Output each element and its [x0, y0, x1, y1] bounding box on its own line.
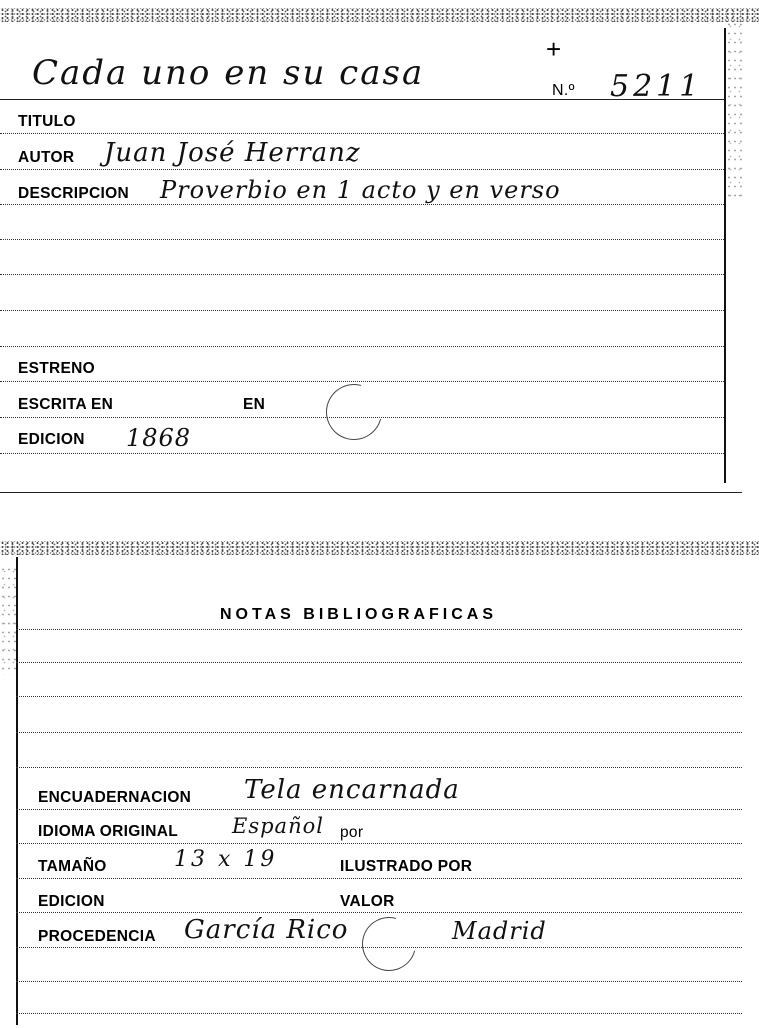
- notes-line-2: [16, 696, 742, 697]
- tamano-line: [16, 878, 742, 879]
- top-card-edge-texture: [0, 8, 759, 22]
- heading-line: [16, 629, 742, 630]
- top-card-bottom-edge: [0, 492, 742, 493]
- titulo-label: TITULO: [18, 113, 76, 130]
- descripcion-value: Proverbio en 1 acto y en verso: [160, 176, 561, 204]
- final-line-2: [16, 1013, 742, 1014]
- notas-bibliograficas-heading: NOTAS BIBLIOGRAFICAS: [220, 606, 498, 623]
- descripcion-label: DESCRIPCION: [18, 185, 129, 202]
- encuadernacion-label: ENCUADERNACION: [38, 789, 192, 806]
- estreno-label: ESTRENO: [18, 360, 96, 377]
- catalog-card-bottom: [0, 535, 759, 1028]
- final-line-1: [16, 981, 742, 982]
- number-label: N.º: [552, 82, 575, 99]
- notes-line-3: [16, 732, 742, 733]
- idioma-line: [16, 843, 742, 844]
- title-underline: [0, 99, 724, 100]
- left-edge-texture: [0, 565, 16, 675]
- number-value: 5211: [610, 69, 703, 104]
- blank-line-1: [0, 239, 724, 240]
- punch-hole-circle: [316, 374, 392, 450]
- escrita-en-label: ESCRITA EN: [18, 396, 114, 413]
- cross-mark: +: [546, 34, 562, 64]
- valor-label: VALOR: [340, 893, 395, 910]
- catalog-card-top: [0, 0, 759, 495]
- encuadernacion-line: [16, 809, 742, 810]
- bottom-edicion-line: [16, 912, 742, 913]
- idioma-value: Español: [232, 814, 324, 838]
- bottom-card-edge-texture: [0, 541, 759, 555]
- right-edge-texture: [726, 20, 742, 200]
- idioma-label: IDIOMA ORIGINAL: [38, 823, 178, 840]
- title-handwritten: Cada uno en su casa: [32, 53, 425, 93]
- tamano-label: TAMAÑO: [38, 858, 107, 875]
- top-card-right-border: [724, 28, 726, 483]
- blank-line-4: [0, 346, 724, 347]
- blank-line-2: [0, 274, 724, 275]
- por-label: por: [340, 824, 364, 841]
- blank-line-3: [0, 310, 724, 311]
- encuadernacion-value: Tela encarnada: [244, 775, 460, 805]
- bottom-edicion-label: EDICION: [38, 893, 105, 910]
- tamano-value: 13 x 19: [174, 847, 278, 872]
- edicion-line: [0, 453, 724, 454]
- edicion-label: EDICION: [18, 431, 85, 448]
- autor-label: AUTOR: [18, 149, 75, 166]
- titulo-line: [0, 133, 724, 134]
- edicion-value: 1868: [126, 424, 192, 452]
- bottom-punch-hole-circle: [352, 907, 426, 981]
- notes-line-4: [16, 767, 742, 768]
- autor-value: Juan José Herranz: [104, 138, 361, 168]
- notes-line-1: [16, 662, 742, 663]
- autor-line: [0, 169, 724, 170]
- procedencia-label: PROCEDENCIA: [38, 928, 156, 945]
- procedencia-city: Madrid: [452, 917, 547, 945]
- bottom-card-left-border: [16, 557, 18, 1025]
- estreno-line: [0, 381, 724, 382]
- en-label: EN: [243, 396, 266, 413]
- procedencia-value: García Rico: [184, 915, 349, 945]
- descripcion-line: [0, 204, 724, 205]
- ilustrado-por-label: ILUSTRADO POR: [340, 858, 473, 875]
